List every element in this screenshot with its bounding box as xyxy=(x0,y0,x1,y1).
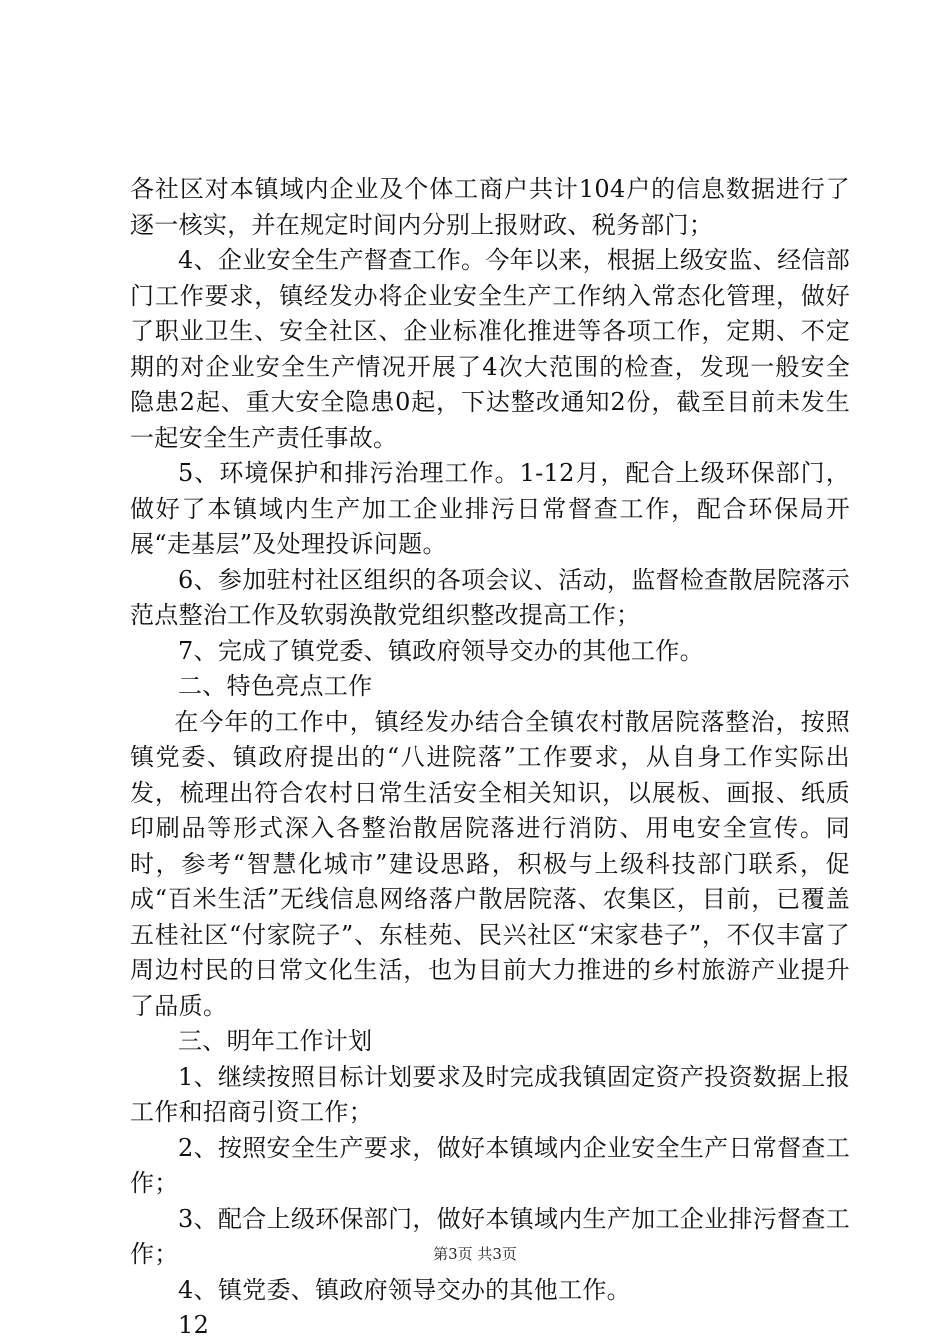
section-heading-next-year-plan: 三、明年工作计划 xyxy=(178,1027,373,1055)
paragraph-environment-protection: 5、环境保护和排污治理工作。1-12月，配合上级环保部门，做好了本镇域内生产加工企业排污日常督查工作，配合环保局开展“走基层”及处理投诉问题。 xyxy=(130,459,850,558)
document-body xyxy=(130,172,850,1344)
plan-item-4: 4、镇党委、镇政府领导交办的其他工作。 xyxy=(178,1275,631,1304)
section-heading-highlights: 二、特色亮点工作 xyxy=(178,672,373,700)
paragraph-other-tasks: 7、完成了镇党委、镇政府领导交办的其他工作。 xyxy=(178,636,704,665)
page-footer: 第3页 共3页 xyxy=(433,1245,517,1263)
paragraph-data-verification: 各社区对本镇域内企业及个体工商户共计104户的信息数据进行了逐一核实，并在规定时间内分别上报财政、税务部门； xyxy=(130,175,850,239)
paragraph-community-meetings: 6、参加驻村社区组织的各项会议、活动，监督检查散居院落示范点整治工作及软弱涣散党组织整改提高工作； xyxy=(130,565,850,629)
plan-item-1: 1、继续按照目标计划要求及时完成我镇固定资产投资数据上报工作和招商引资工作； xyxy=(130,1062,850,1126)
paragraph-safety-inspection: 4、企业安全生产督查工作。今年以来，根据上级安监、经信部门工作要求，镇经发办将企业安全生产工作纳入常态化管理，做好了职业卫生、安全社区、企业标准化推进等各项工作，定期、不定期的对企业安全生产情况开展了4次大范围的检查，发现一般安全隐患2起、重大安全隐患0起，下达整改通知2份，截至目前未发生一起安全生产责任事故。 xyxy=(130,246,850,452)
plan-item-2: 2、按照安全生产要求，做好本镇域内企业安全生产日常督查工作； xyxy=(130,1133,850,1197)
trailing-number: 12 xyxy=(178,1311,210,1339)
paragraph-highlights: 在今年的工作中，镇经发办结合全镇农村散居院落整治，按照镇党委、镇政府提出的“八进院落”工作要求，从自身工作实际出发，梳理出符合农村日常生活安全相关知识，以展板、画报、纸质印刷品等形式深入各整治散居院落进行消防、用电安全宣传。同时，参考“智慧化城市”建设思路，积极与上级科技部门联系，促成“百米生活”无线信息网络落户散居院落、农集区，目前，已覆盖五桂社区“付家院子”、东桂苑、民兴社区“宋家巷子”，不仅丰富了周边村民的日常文化生活，也为目前大力推进的乡村旅游产业提升了品质。 xyxy=(130,707,850,1020)
plan-item-3: 3、配合上级环保部门，做好本镇域内生产加工企业排污督查工作； xyxy=(130,1204,850,1268)
